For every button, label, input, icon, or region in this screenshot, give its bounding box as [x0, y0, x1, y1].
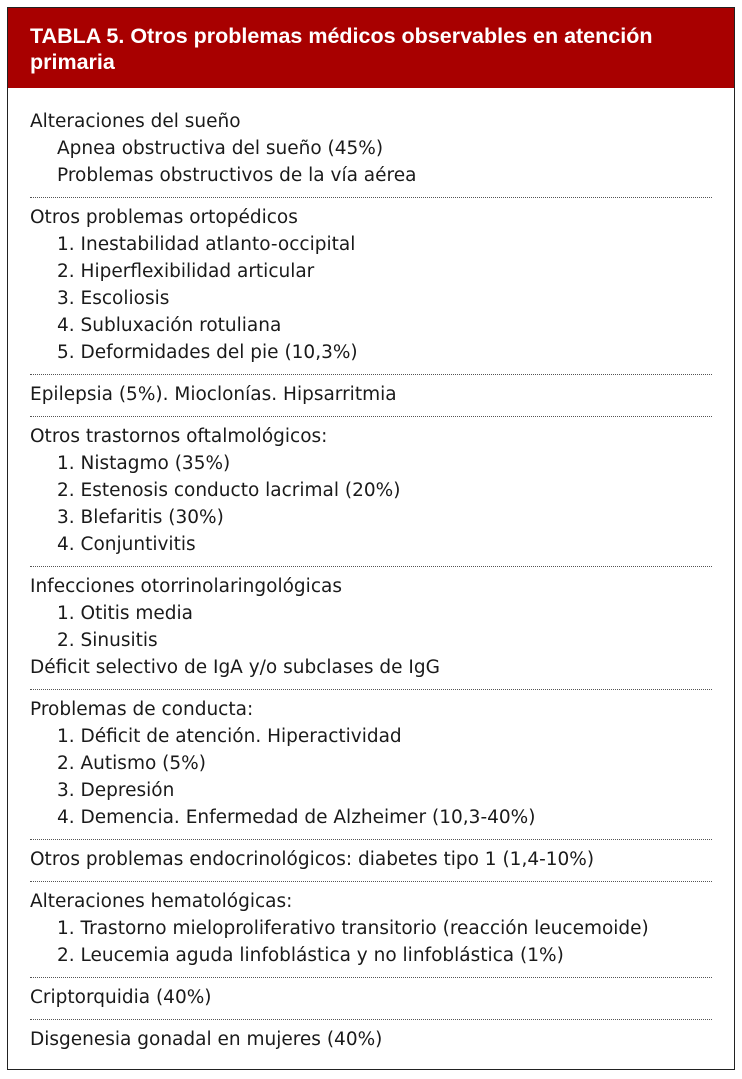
table-subitem: 1. Déficit de atención. Hiperactividad: [57, 726, 402, 747]
table-item: Epilepsia (5%). Mioclonías. Hipsarritmia: [30, 384, 397, 405]
table-item: Alteraciones hematológicas:: [30, 891, 293, 912]
table-body: [8, 88, 734, 1053]
table-frame: [7, 7, 735, 1070]
table-section: [30, 108, 712, 189]
table-subitem: 5. Deformidades del pie (10,3%): [57, 342, 358, 363]
table-subitem: 4. Conjuntivitis: [57, 534, 196, 555]
table-item: Criptorquidia (40%): [30, 987, 212, 1008]
table-subitem: 2. Autismo (5%): [57, 753, 206, 774]
table-item: Disgenesia gonadal en mujeres (40%): [30, 1029, 383, 1050]
table-subitem: 1. Otitis media: [57, 603, 194, 624]
table-subitem: 2. Sinusitis: [57, 630, 158, 651]
table-subitem: 4. Subluxación rotuliana: [57, 315, 282, 336]
table-section: [30, 839, 712, 873]
table-item: Otros problemas endocrinológicos: diabetes tipo 1 (1,4-10%): [30, 849, 595, 870]
table-section: [30, 977, 712, 1011]
table-subitem: 3. Escoliosis: [57, 288, 170, 309]
table-subitem: 3. Depresión: [57, 780, 175, 801]
table-item: Déficit selectivo de IgA y/o subclases de IgG: [30, 657, 440, 678]
table-item: Problemas de conducta:: [30, 699, 254, 720]
table-subitem: 1. Trastorno mieloproliferativo transitorio (reacción leucemoide): [57, 918, 649, 939]
table-section: [30, 1019, 712, 1053]
table-subitem: 3. Blefaritis (30%): [57, 507, 224, 528]
table-section: [30, 374, 712, 408]
table-section: [30, 881, 712, 969]
table-subitem: 1. Inestabilidad atlanto-occipital: [57, 234, 356, 255]
table-section: [30, 689, 712, 831]
table-subitem: 4. Demencia. Enfermedad de Alzheimer (10,3-40%): [57, 807, 536, 828]
table-subitem: Apnea obstructiva del sueño (45%): [57, 138, 384, 159]
table-subitem: 2. Estenosis conducto lacrimal (20%): [57, 480, 401, 501]
table-subitem: 2. Hiperflexibilidad articular: [57, 261, 315, 282]
table-title: TABLA 5. Otros problemas médicos observables en atención primaria: [8, 8, 734, 88]
table-subitem: 2. Leucemia aguda linfoblástica y no linfoblástica (1%): [57, 945, 564, 966]
table-item: Otros trastornos oftalmológicos:: [30, 426, 328, 447]
table-item: Otros problemas ortopédicos: [30, 207, 298, 228]
table-item: Alteraciones del sueño: [30, 111, 241, 132]
table-section: [30, 416, 712, 558]
table-subitem: Problemas obstructivos de la vía aérea: [57, 165, 417, 186]
table-section: [30, 197, 712, 366]
table-item: Infecciones otorrinolaringológicas: [30, 576, 342, 597]
table-subitem: 1. Nistagmo (35%): [57, 453, 231, 474]
table-section: [30, 566, 712, 681]
